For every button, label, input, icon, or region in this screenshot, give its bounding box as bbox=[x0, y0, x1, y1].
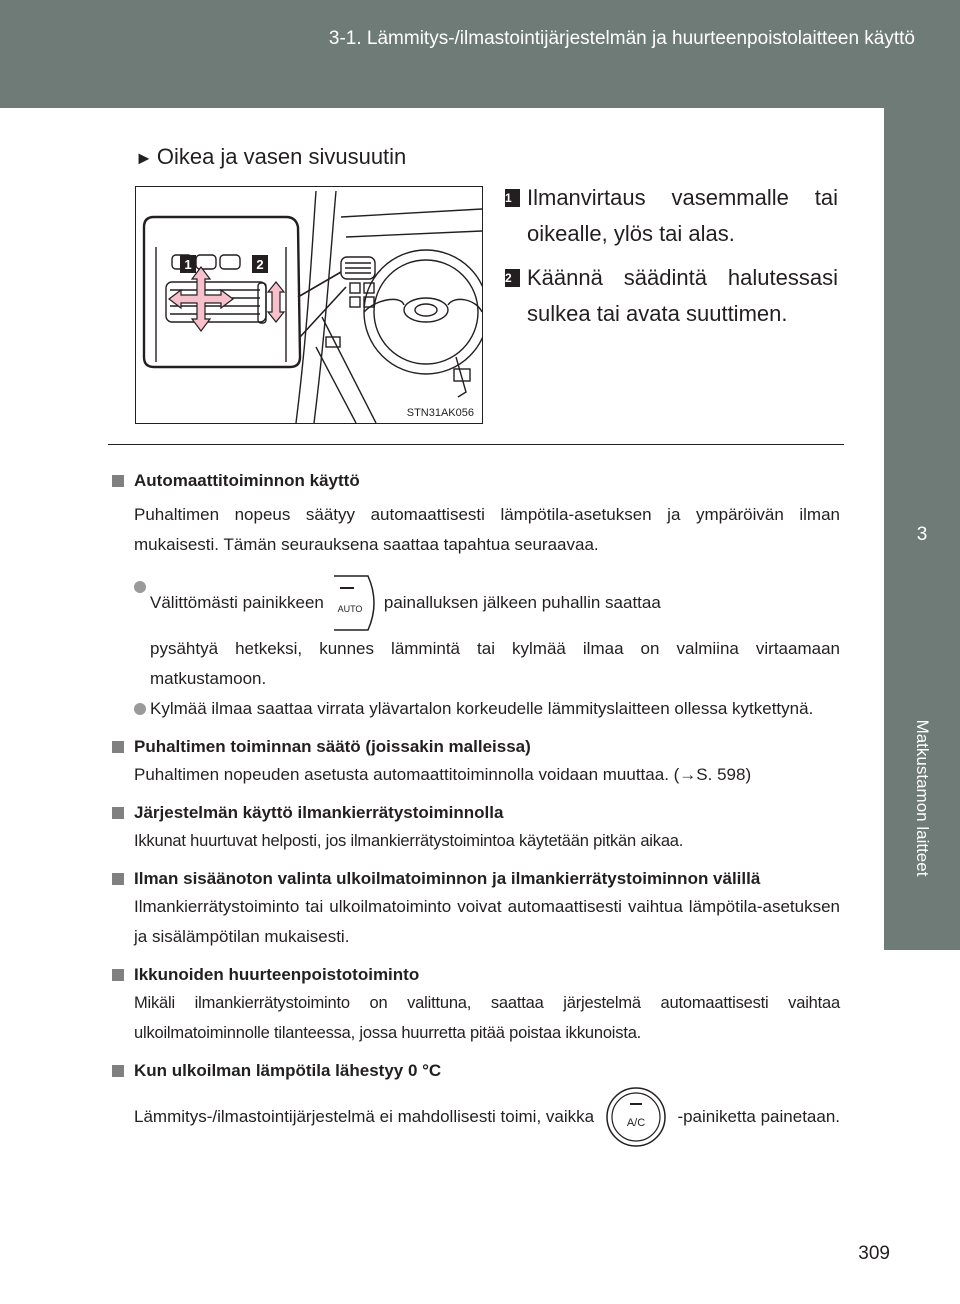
section-divider bbox=[108, 444, 844, 445]
section-title: Ilman sisäänoton valinta ulkoilmatoiminnon ja ilmankierrätystoiminnon välillä bbox=[110, 866, 840, 892]
section-body-post: -painiketta painetaan. bbox=[677, 1107, 840, 1126]
dashboard-drawing bbox=[136, 187, 482, 423]
section-blower-adjust bbox=[110, 734, 840, 790]
circle-bullet-icon bbox=[134, 703, 146, 715]
section-recirculation bbox=[110, 800, 840, 856]
auto-button-icon bbox=[324, 572, 384, 634]
section-body-pre: Lämmitys-/ilmastointijärjestelmä ei mahdollisesti toimi, vaikka bbox=[134, 1107, 595, 1126]
chapter-label: Matkustamon laitteet bbox=[913, 719, 932, 877]
square-bullet-icon bbox=[112, 873, 124, 885]
bullet-text-pre: Välittömästi painikkeen bbox=[150, 593, 324, 612]
section-defog bbox=[110, 962, 840, 1048]
figure-heading-text: Oikea ja vasen sivusuutin bbox=[156, 144, 407, 169]
step-badge: 1 bbox=[505, 189, 520, 207]
figure-badge-1-label: 1 bbox=[184, 257, 192, 272]
section-air-intake bbox=[110, 866, 840, 952]
circle-bullet-icon bbox=[134, 581, 146, 593]
figure-code: STN31AK056 bbox=[406, 407, 474, 419]
figure-steps bbox=[505, 180, 838, 340]
page-number: 309 bbox=[858, 1243, 890, 1264]
section-body: Puhaltimen nopeus säätyy automaattisesti lämpötila-asetuksen ja ympäröivän ilman mukaisesti. Tämän seurauksena saattaa tapahtua seuraavaa. bbox=[134, 505, 840, 554]
side-vent-illustration bbox=[135, 186, 483, 424]
chapter-title: 3-1. Lämmitys-/ilmastointijärjestelmän ja huurteenpoistolaitteen käyttö bbox=[328, 28, 915, 49]
section-cold-outside bbox=[110, 1058, 840, 1148]
section-title: Kun ulkoilman lämpötila lähestyy 0 °C bbox=[110, 1058, 840, 1084]
bullet-text-cont: pysähtyä hetkeksi, kunnes lämmintä tai kylmää ilmaa on valmiina virtaamaan matkustamoon. bbox=[150, 639, 840, 688]
step-text: Käännä säädintä halutessasi sulkea tai avata suuttimen. bbox=[527, 265, 838, 326]
square-bullet-icon bbox=[112, 741, 124, 753]
main-content bbox=[110, 468, 840, 1148]
section-title: Järjestelmän käyttö ilmankierrätystoiminnolla bbox=[110, 800, 840, 826]
figure-badge-2-label: 2 bbox=[256, 257, 264, 272]
bullet-text: Kylmää ilmaa saattaa virrata ylävartalon korkeudelle lämmityslaitteen ollessa kytkettynä. bbox=[150, 699, 814, 718]
square-bullet-icon bbox=[112, 475, 124, 487]
bullet-item bbox=[134, 572, 840, 694]
section-body: Puhaltimen nopeuden asetusta automaattitoiminnolla voidaan muuttaa. (→S. 598) bbox=[134, 765, 752, 784]
chapter-side-tab bbox=[884, 108, 960, 950]
auto-button-label: AUTO bbox=[337, 604, 363, 614]
section-body: Ilmankierrätystoiminto tai ulkoilmatoiminto voivat automaattisesti vaihtua lämpötila-asetuksen ja sisälämpötilan mukaisesti. bbox=[134, 897, 840, 946]
section-body bbox=[134, 1086, 840, 1148]
square-bullet-icon bbox=[112, 807, 124, 819]
section-title: Automaattitoiminnon käyttö bbox=[110, 468, 840, 494]
ac-button-icon bbox=[605, 1086, 667, 1148]
section-body: Mikäli ilmankierrätystoiminto on valittuna, saattaa järjestelmä automaattisesti vaihtaa ulkoilmatoiminnolle tilanteessa, jossa huurretta pitää poistaa ikkunoista. bbox=[134, 994, 840, 1042]
section-title: Puhaltimen toiminnan säätö (joissakin malleissa) bbox=[110, 734, 840, 760]
figure-heading bbox=[135, 144, 406, 170]
square-bullet-icon bbox=[112, 969, 124, 981]
ac-button-label: A/C bbox=[626, 1117, 645, 1129]
square-bullet-icon bbox=[112, 1065, 124, 1077]
step-text: Ilmanvirtaus vasemmalle tai oikealle, ylös tai alas. bbox=[527, 185, 838, 246]
section-body: Ikkunat huurtuvat helposti, jos ilmankierrätystoimintoa käytetään pitkän aikaa. bbox=[134, 832, 684, 850]
heading-marker: ► bbox=[135, 148, 153, 168]
step-badge: 2 bbox=[505, 269, 520, 287]
bullet-item bbox=[134, 694, 840, 724]
chapter-number: 3 bbox=[916, 524, 928, 545]
step-2 bbox=[505, 260, 838, 332]
step-1 bbox=[505, 180, 838, 252]
section-auto bbox=[110, 468, 840, 724]
bullet-text-post: painalluksen jälkeen puhallin saattaa bbox=[383, 593, 661, 612]
header-band bbox=[0, 0, 960, 108]
section-title: Ikkunoiden huurteenpoistotoiminto bbox=[110, 962, 840, 988]
